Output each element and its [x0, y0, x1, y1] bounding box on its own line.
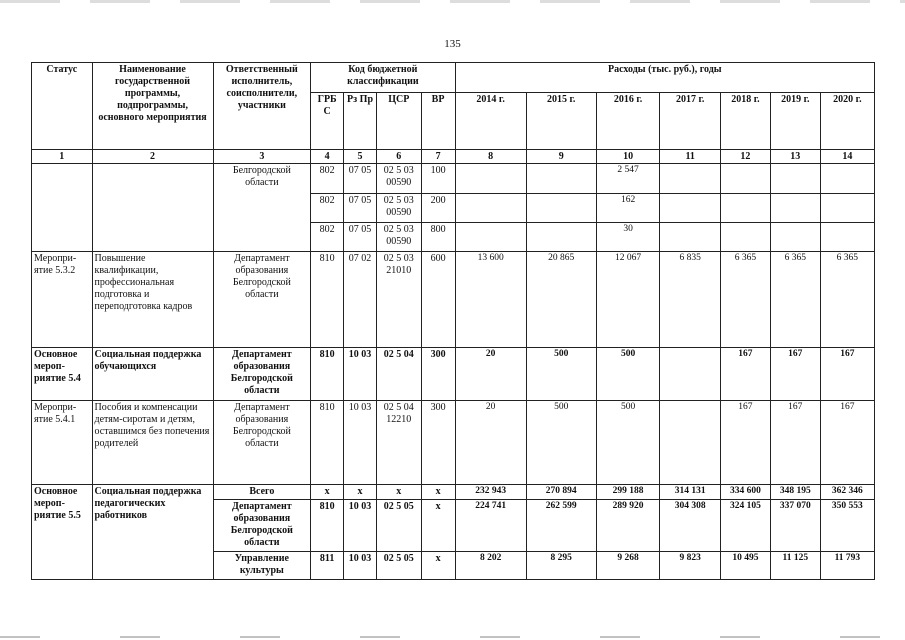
rzpr-cell: 10 03: [344, 552, 377, 580]
vr-cell: 200: [421, 194, 455, 223]
table-row: [32, 485, 875, 500]
column-number: 5: [344, 150, 377, 164]
amount-cell: 8 202: [455, 552, 526, 580]
status-cell: Меропри-ятие 5.3.2: [32, 252, 93, 348]
table-row: [32, 401, 875, 485]
rzpr-cell: 07 05: [344, 194, 377, 223]
status-cell: Основное мероп-риятие 5.5: [32, 485, 93, 580]
column-number: 6: [376, 150, 421, 164]
grbs-cell: 810: [311, 401, 344, 485]
amount-cell: 299 188: [596, 485, 660, 500]
responsible-cell: Белгородской области: [213, 164, 311, 252]
grbs-cell: 802: [311, 164, 344, 194]
header-year: 2016 г.: [596, 93, 660, 150]
name-cell: Социальная поддержка обучающихся: [92, 348, 213, 401]
rzpr-cell: 10 03: [344, 401, 377, 485]
responsible-cell: Управление культуры: [213, 552, 311, 580]
amount-cell: 262 599: [526, 500, 596, 552]
grbs-cell: 810: [311, 252, 344, 348]
csr-cell: 02 5 03 00590: [376, 164, 421, 194]
header-year: 2014 г.: [455, 93, 526, 150]
amount-cell: 6 365: [820, 252, 874, 348]
amount-cell: [820, 194, 874, 223]
amount-cell: 8 295: [526, 552, 596, 580]
amount-cell: [660, 194, 721, 223]
amount-cell: [455, 223, 526, 252]
amount-cell: [770, 223, 820, 252]
responsible-cell: Департамент образования Белгородской области: [213, 252, 311, 348]
amount-cell: 6 835: [660, 252, 721, 348]
column-number: 4: [311, 150, 344, 164]
amount-cell: 500: [596, 348, 660, 401]
amount-cell: [660, 164, 721, 194]
header-year: 2015 г.: [526, 93, 596, 150]
column-number: 11: [660, 150, 721, 164]
amount-cell: [770, 164, 820, 194]
status-cell: Основное мероп-риятие 5.4: [32, 348, 93, 401]
amount-cell: 289 920: [596, 500, 660, 552]
amount-cell: [660, 348, 721, 401]
name-cell: Социальная поддержка педагогических работников: [92, 485, 213, 580]
column-number: 13: [770, 150, 820, 164]
amount-cell: 270 894: [526, 485, 596, 500]
column-number: 3: [213, 150, 311, 164]
table-row: [32, 252, 875, 348]
amount-cell: 348 195: [770, 485, 820, 500]
responsible-cell: Департамент образования Белгородской области: [213, 401, 311, 485]
amount-cell: 224 741: [455, 500, 526, 552]
amount-cell: 167: [720, 348, 770, 401]
amount-cell: 334 600: [720, 485, 770, 500]
column-number: 2: [92, 150, 213, 164]
amount-cell: 162: [596, 194, 660, 223]
rzpr-cell: 07 05: [344, 164, 377, 194]
rzpr-cell: 07 05: [344, 223, 377, 252]
rzpr-cell: 07 02: [344, 252, 377, 348]
column-number: 12: [720, 150, 770, 164]
amount-cell: 13 600: [455, 252, 526, 348]
header-grbs: ГРБ С: [311, 93, 344, 150]
amount-cell: 167: [770, 401, 820, 485]
name-cell: Пособия и компенсации детям-сиротам и детям, оставшимся без попечения родителей: [92, 401, 213, 485]
header-budget-code: Код бюджетной классификации: [311, 63, 455, 93]
grbs-cell: 810: [311, 500, 344, 552]
header-year: 2020 г.: [820, 93, 874, 150]
scan-artifact-bottom: [0, 636, 905, 638]
csr-cell: 02 5 03 21010: [376, 252, 421, 348]
amount-cell: [770, 194, 820, 223]
amount-cell: 20 865: [526, 252, 596, 348]
header-expenses: Расходы (тыс. руб.), годы: [455, 63, 874, 93]
amount-cell: 10 495: [720, 552, 770, 580]
header-vr: ВР: [421, 93, 455, 150]
grbs-cell: х: [311, 485, 344, 500]
amount-cell: 500: [526, 401, 596, 485]
name-cell: [92, 164, 213, 252]
amount-cell: [820, 164, 874, 194]
amount-cell: [720, 164, 770, 194]
csr-cell: 02 5 05: [376, 500, 421, 552]
vr-cell: х: [421, 500, 455, 552]
grbs-cell: 802: [311, 194, 344, 223]
amount-cell: 167: [820, 401, 874, 485]
table-row: [32, 164, 875, 194]
column-number: 14: [820, 150, 874, 164]
amount-cell: [455, 194, 526, 223]
header-name: Наименование государственной программы, подпрограммы, основного мероприятия: [92, 63, 213, 150]
header-responsible: Ответственный исполнитель, соисполнители, участники: [213, 63, 311, 150]
header-row-1: [32, 63, 875, 93]
csr-cell: 02 5 03 00590: [376, 194, 421, 223]
amount-cell: [720, 194, 770, 223]
status-cell: Меропри-ятие 5.4.1: [32, 401, 93, 485]
page-number: 135: [444, 38, 461, 50]
csr-cell: 02 5 04 12210: [376, 401, 421, 485]
amount-cell: 9 823: [660, 552, 721, 580]
status-cell: [32, 164, 93, 252]
amount-cell: 232 943: [455, 485, 526, 500]
header-csr: ЦСР: [376, 93, 421, 150]
amount-cell: 11 125: [770, 552, 820, 580]
vr-cell: х: [421, 552, 455, 580]
rzpr-cell: х: [344, 485, 377, 500]
column-number: 1: [32, 150, 93, 164]
csr-cell: 02 5 03 00590: [376, 223, 421, 252]
amount-cell: [660, 223, 721, 252]
amount-cell: [526, 194, 596, 223]
header-status: Статус: [32, 63, 93, 150]
budget-table: [31, 62, 875, 580]
amount-cell: 304 308: [660, 500, 721, 552]
vr-cell: 600: [421, 252, 455, 348]
amount-cell: 9 268: [596, 552, 660, 580]
vr-cell: х: [421, 485, 455, 500]
column-number: 10: [596, 150, 660, 164]
rzpr-cell: 10 03: [344, 348, 377, 401]
column-number: 9: [526, 150, 596, 164]
amount-cell: [820, 223, 874, 252]
amount-cell: 167: [770, 348, 820, 401]
vr-cell: 300: [421, 348, 455, 401]
amount-cell: 500: [596, 401, 660, 485]
grbs-cell: 811: [311, 552, 344, 580]
amount-cell: 314 131: [660, 485, 721, 500]
header-year: 2019 г.: [770, 93, 820, 150]
amount-cell: [455, 164, 526, 194]
amount-cell: [526, 164, 596, 194]
amount-cell: 30: [596, 223, 660, 252]
csr-cell: х: [376, 485, 421, 500]
amount-cell: [660, 401, 721, 485]
amount-cell: 167: [720, 401, 770, 485]
name-cell: Повышение квалификации, профессиональная подготовка и переподготовка кадров: [92, 252, 213, 348]
vr-cell: 300: [421, 401, 455, 485]
header-rzpr: Рз Пр: [344, 93, 377, 150]
vr-cell: 800: [421, 223, 455, 252]
column-number: 7: [421, 150, 455, 164]
csr-cell: 02 5 04: [376, 348, 421, 401]
amount-cell: [720, 223, 770, 252]
grbs-cell: 810: [311, 348, 344, 401]
column-number: 8: [455, 150, 526, 164]
amount-cell: 20: [455, 348, 526, 401]
column-number-row: [32, 150, 875, 164]
responsible-cell: Департамент образования Белгородской области: [213, 500, 311, 552]
amount-cell: 2 547: [596, 164, 660, 194]
csr-cell: 02 5 05: [376, 552, 421, 580]
amount-cell: 20: [455, 401, 526, 485]
amount-cell: 324 105: [720, 500, 770, 552]
scan-artifact-top: [0, 0, 905, 3]
amount-cell: 12 067: [596, 252, 660, 348]
amount-cell: 11 793: [820, 552, 874, 580]
grbs-cell: 802: [311, 223, 344, 252]
header-year: 2017 г.: [660, 93, 721, 150]
responsible-cell: Всего: [213, 485, 311, 500]
amount-cell: 350 553: [820, 500, 874, 552]
table-row: [32, 348, 875, 401]
vr-cell: 100: [421, 164, 455, 194]
amount-cell: 6 365: [720, 252, 770, 348]
rzpr-cell: 10 03: [344, 500, 377, 552]
amount-cell: [526, 223, 596, 252]
header-year: 2018 г.: [720, 93, 770, 150]
responsible-cell: Департамент образования Белгородской области: [213, 348, 311, 401]
amount-cell: 167: [820, 348, 874, 401]
amount-cell: 500: [526, 348, 596, 401]
amount-cell: 362 346: [820, 485, 874, 500]
amount-cell: 337 070: [770, 500, 820, 552]
amount-cell: 6 365: [770, 252, 820, 348]
